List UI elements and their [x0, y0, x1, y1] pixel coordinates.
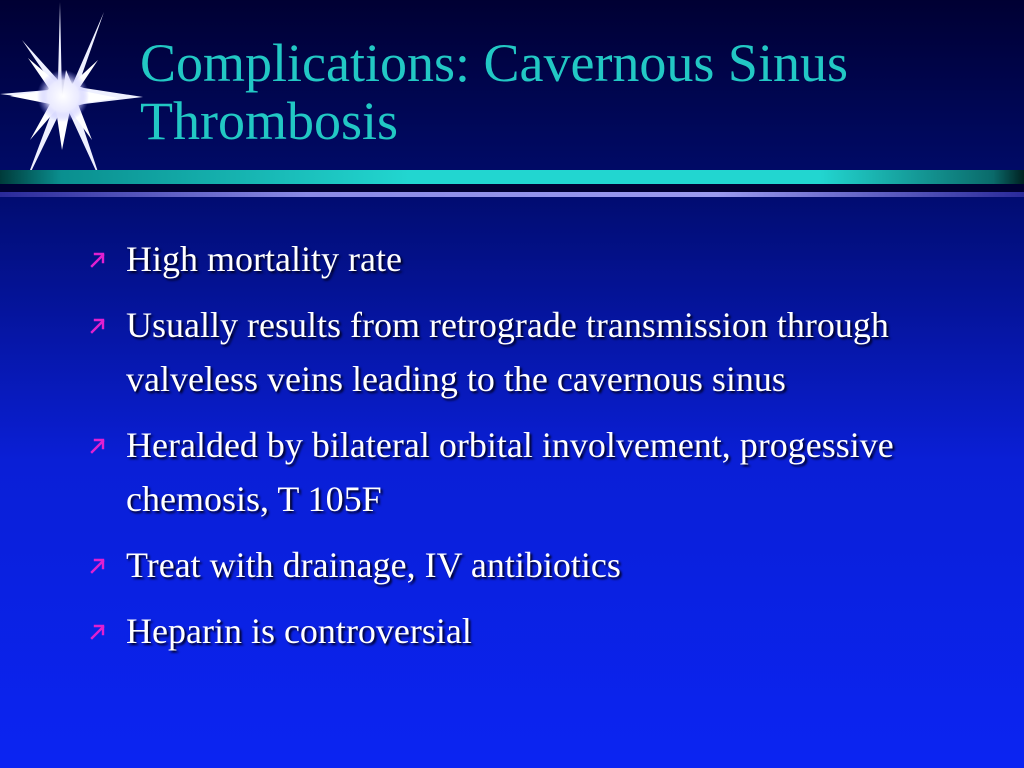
- title-line-1: Complications: Cavernous Sinus: [140, 33, 848, 93]
- bullet-item: [88, 418, 988, 526]
- starburst-icon: [0, 0, 150, 190]
- bullet-list: [88, 232, 988, 670]
- bullet-text: Heralded by bilateral orbital involvement, progessive chemosis, T 105F: [126, 425, 894, 519]
- title-underline-gap: [0, 184, 1024, 192]
- title-line-2: Thrombosis: [140, 91, 399, 151]
- bullet-item: [88, 232, 988, 286]
- slide-title: [140, 34, 1010, 150]
- northeast-arrow-icon: [88, 621, 108, 641]
- northeast-arrow-icon: [88, 249, 108, 269]
- bullet-item: [88, 604, 988, 658]
- bullet-text: Treat with drainage, IV antibiotics: [126, 545, 621, 585]
- bullet-item: [88, 298, 988, 406]
- bullet-text: Usually results from retrograde transmission through valveless veins leading to the cavernous sinus: [126, 305, 889, 399]
- title-underline-lavender: [0, 192, 1024, 197]
- bullet-text: Heparin is controversial: [126, 611, 472, 651]
- title-underline-teal: [0, 170, 1024, 184]
- bullet-text: High mortality rate: [126, 239, 402, 279]
- northeast-arrow-icon: [88, 315, 108, 335]
- bullet-item: [88, 538, 988, 592]
- northeast-arrow-icon: [88, 435, 108, 455]
- northeast-arrow-icon: [88, 555, 108, 575]
